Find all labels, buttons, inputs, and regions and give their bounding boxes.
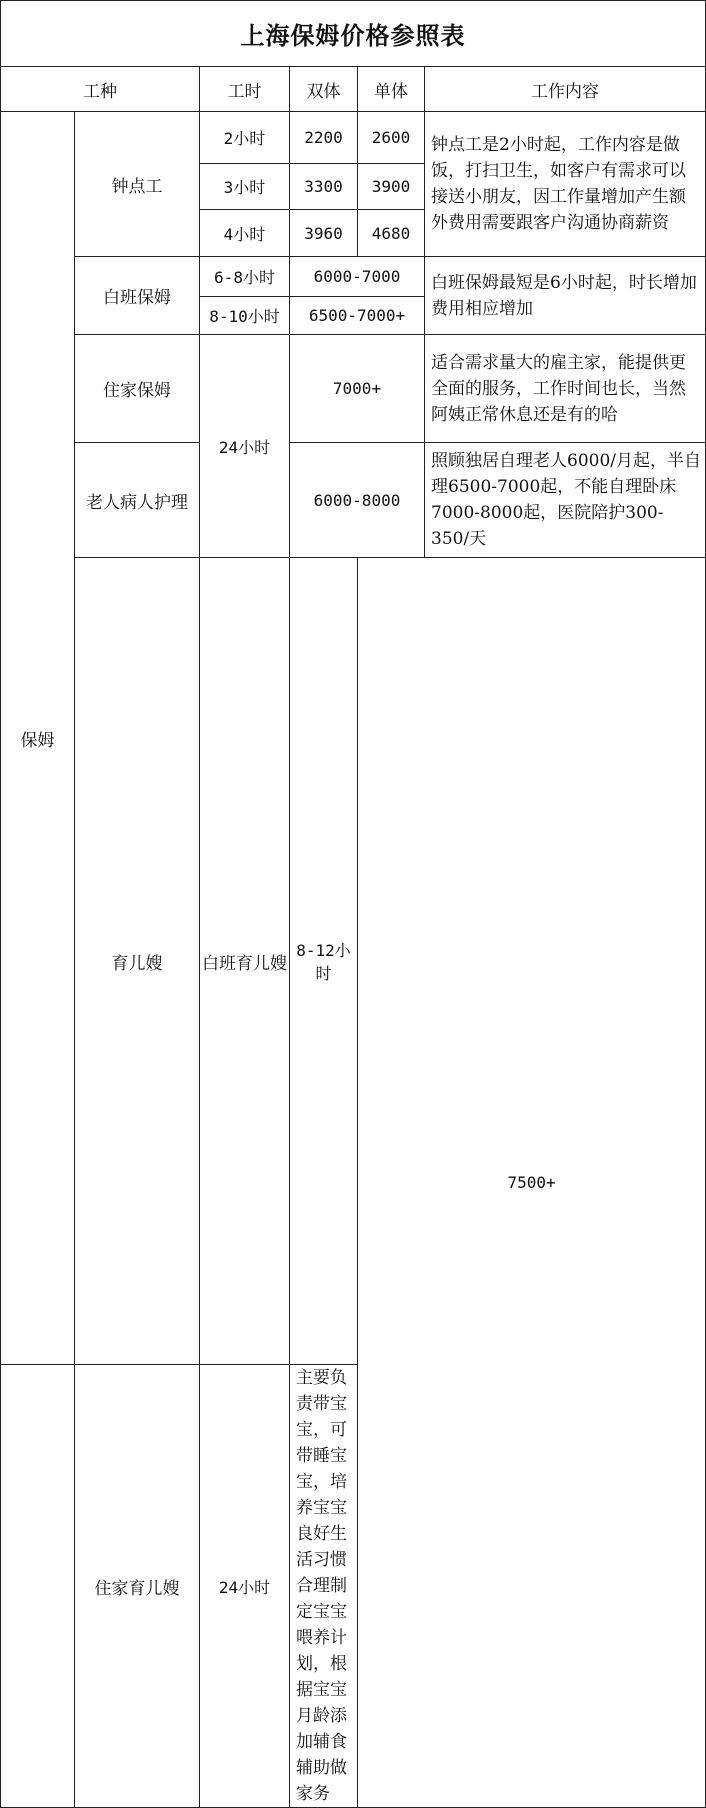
live-in-infant-hours: 24小时 [200, 1365, 290, 1808]
hourly-label: 钟点工 [75, 112, 200, 257]
hourly-single: 4680 [358, 210, 425, 257]
hourly-double: 2200 [290, 112, 358, 164]
day-nanny-hours: 8-10小时 [200, 297, 290, 335]
table-title: 上海保姆价格参照表 [1, 1, 706, 67]
header-content: 工作内容 [425, 67, 706, 112]
live-in-infant-label: 住家育儿嫂 [75, 1365, 200, 1808]
day-nanny-content: 白班保姆最短是6小时起，时长增加费用相应增加 [425, 257, 706, 335]
group-infant-care: 育儿嫂 [75, 558, 200, 1365]
hourly-single: 3900 [358, 164, 425, 210]
elder-care-label: 老人病人护理 [75, 443, 200, 558]
day-nanny-label: 白班保姆 [75, 257, 200, 335]
hourly-single: 2600 [358, 112, 425, 164]
hourly-double: 3300 [290, 164, 358, 210]
hourly-content: 钟点工是2小时起，工作内容是做饭，打扫卫生，如客户有需求可以接送小朋友，因工作量增加产生额外费用需要跟客户沟通协商薪资 [425, 112, 706, 257]
hourly-double: 3960 [290, 210, 358, 257]
elder-care-content: 照顾独居自理老人6000/月起，半自理6500-7000起，不能自理卧床7000-8000起，医院陪护300-350/天 [425, 443, 706, 558]
day-infant-hours: 8-12小时 [290, 558, 358, 1365]
day-nanny-price: 6000-7000 [290, 257, 425, 297]
day-nanny-price: 6500-7000+ [290, 297, 425, 335]
live-in-nanny-price: 7000+ [290, 335, 425, 443]
header-hours: 工时 [200, 67, 290, 112]
day-nanny-hours: 6-8小时 [200, 257, 290, 297]
hourly-hours: 3小时 [200, 164, 290, 210]
header-type: 工种 [1, 67, 200, 112]
live-in-nanny-content: 适合需求量大的雇主家，能提供更全面的服务，工作时间也长，当然阿姨正常休息还是有的哈 [425, 335, 706, 443]
infant-price: 7500+ [358, 558, 706, 1808]
header-single: 单体 [358, 67, 425, 112]
live-in-infant-content: 主要负责带宝宝，可带睡宝宝，培养宝宝良好生活习惯合理制定宝宝喂养计划，根据宝宝月龄添加辅食辅助做家务 [290, 1365, 358, 1808]
live-in-nanny-label: 住家保姆 [75, 335, 200, 443]
shared-hours: 24小时 [200, 335, 290, 558]
group-nanny: 保姆 [1, 112, 75, 1365]
day-infant-label: 白班育儿嫂 [200, 558, 290, 1365]
hourly-hours: 2小时 [200, 112, 290, 164]
header-double: 双体 [290, 67, 358, 112]
hourly-hours: 4小时 [200, 210, 290, 257]
blank-group-cell [1, 1365, 75, 1808]
elder-care-price: 6000-8000 [290, 443, 425, 558]
